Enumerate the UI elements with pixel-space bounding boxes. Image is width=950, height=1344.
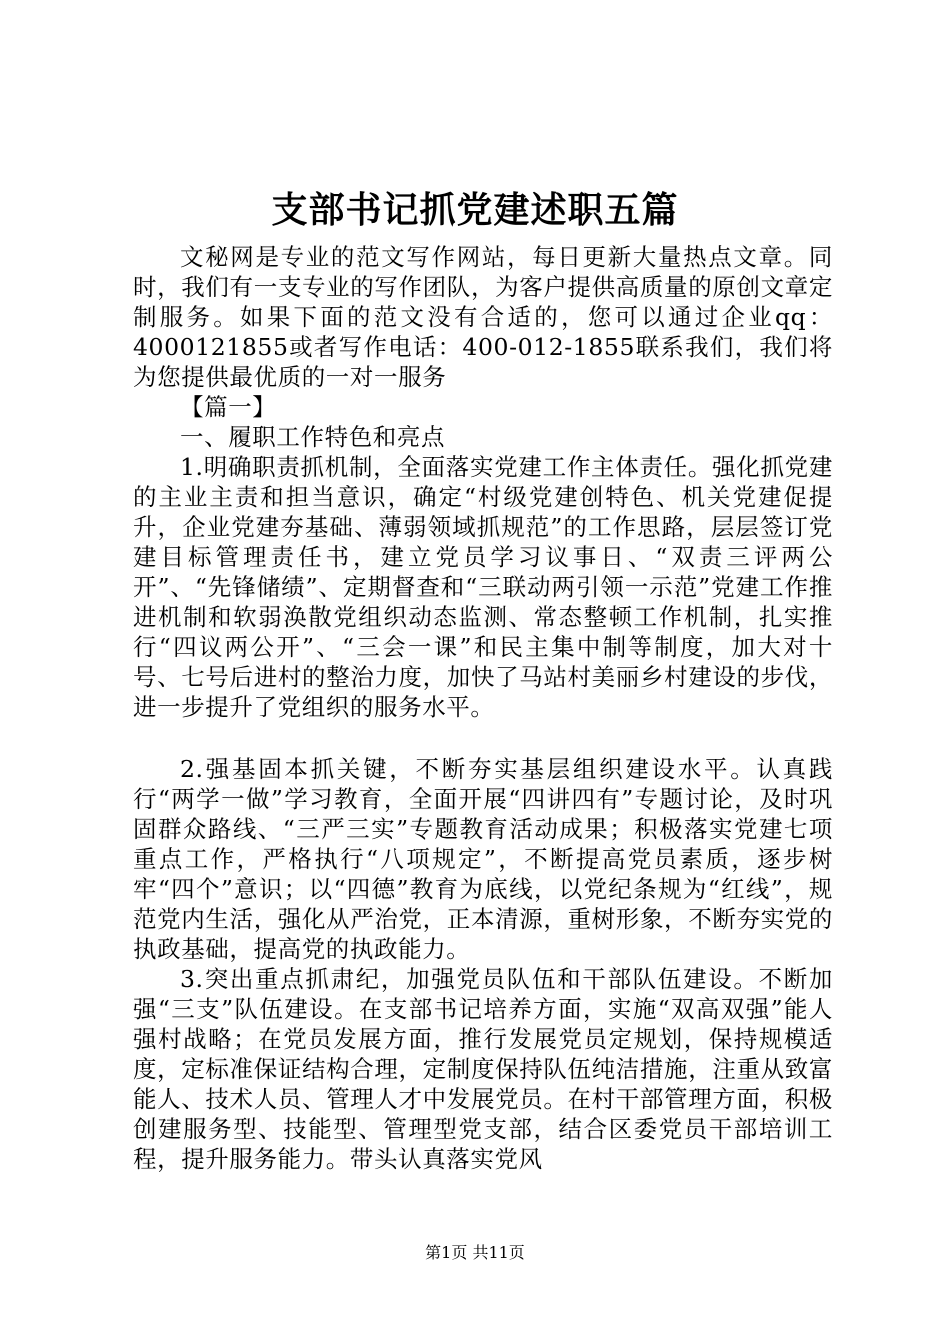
page-number-footer: 第1页 共11页 [425,1243,525,1262]
section-heading: 一、履职工作特色和亮点 [180,423,446,451]
paragraph-gap [133,722,833,754]
body-paragraph-3: 3.突出重点抓肃纪，加强党员队伍和干部队伍建设。不断加强“三支”队伍建设。在支部书记培养方面，实施“双高双强”能人强村战略；在党员发展方面，推行发展党员定规划，保持规模适度，定标准保证结构合理，定制度保持队伍纯洁措施，注重从致富能人、技术人员、管理人才中发展党员。在村干部管理方面，积极创建服务型、技能型、管理型党支部，结合区委党员干部培训工程，提升服务能力。带头认真落实党风 [133,965,833,1173]
document-body [133,242,833,1174]
body-paragraph-2: 2.强基固本抓关键，不断夯实基层组织建设水平。认真践行“两学一做”学习教育，全面开展“四讲四有”专题讨论，及时巩固群众路线、“三严三实”专题教育活动成果；积极落实党建七项重点工作，严格执行“八项规定”，不断提高党员素质，逐步树牢“四个”意识；以“四德”教育为底线，以党纪条规为“红线”，规范党内生活，强化从严治党，正本清源，重树形象，不断夯实党的执政基础，提高党的执政能力。 [133,755,833,963]
intro-paragraph: 文秘网是专业的范文写作网站，每日更新大量热点文章。同时，我们有一支专业的写作团队，为客户提供高质量的原创文章定制服务。如果下面的范文没有合适的，您可以通过企业qq：4000121855或者写作电话：400-012-1855联系我们，我们将为您提供最优质的一对一服务 [133,243,833,391]
document-title: 支部书记抓党建述职五篇 [271,189,679,231]
section-label: 【篇一】 [180,393,277,421]
body-paragraph-1: 1.明确职责抓机制，全面落实党建工作主体责任。强化抓党建的主业主责和担当意识，确定“村级党建创特色、机关党建促提升，企业党建夯基础、薄弱领域抓规范”的工作思路，层层签订党建目标管理责任书，建立党员学习议事日、“双责三评两公开”、“先锋储绩”、定期督查和“三联动两引领一示范”党建工作推进机制和软弱涣散党组织动态监测、常态整顿工作机制，扎实推行“四议两公开”、“三会一课”和民主集中制等制度，加大对十号、七号后进村的整治力度，加快了马站村美丽乡村建设的步伐，进一步提升了党组织的服务水平。 [133,453,833,721]
